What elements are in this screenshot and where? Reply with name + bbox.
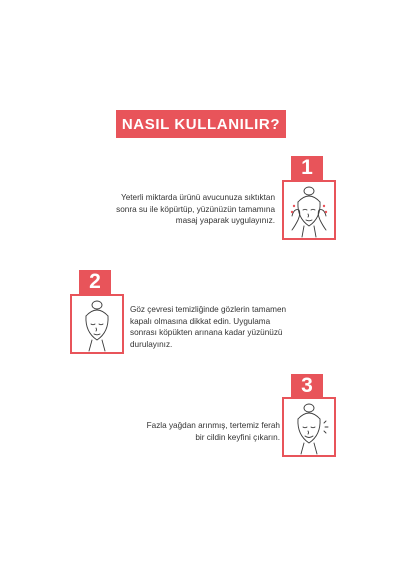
page-title: NASIL KULLANILIR? xyxy=(116,110,286,138)
step-2-line-3: sonrası köpükten arınana kadar yüzünüzü xyxy=(130,328,283,337)
step-2-text xyxy=(130,304,340,350)
step-2-number-badge: 2 xyxy=(79,270,111,294)
face-closed-eyes-icon xyxy=(72,296,122,352)
step-2-line-2: kapalı olmasına dikkat edin. Uygulama xyxy=(130,316,271,326)
step-1-line-1: Yeterli miktarda ürünü avucunuza sıktıktan xyxy=(121,193,275,202)
step-1-text xyxy=(70,192,275,227)
step-1-line-2: sonra su ile köpürtüp, yüzünüzün tamamına xyxy=(116,204,275,214)
step-1-line-3: masaj yaparak uygulayınız. xyxy=(175,216,275,225)
step-3-line-2: bir cildin keyfini çıkarın. xyxy=(195,432,280,442)
step-3-text xyxy=(70,420,280,443)
step-2-line-1: Göz çevresi temizliğinde gözlerin tamamen xyxy=(130,305,287,314)
step-1-number-badge: 1 xyxy=(291,156,323,180)
face-massage-icon xyxy=(284,182,334,238)
step-3-number-badge: 3 xyxy=(291,374,323,398)
step-3-line-1: Fazla yağdan arınmış, tertemiz ferah xyxy=(146,421,280,430)
step-2-line-4: durulayınız. xyxy=(130,339,173,349)
face-fresh-icon xyxy=(284,399,334,455)
